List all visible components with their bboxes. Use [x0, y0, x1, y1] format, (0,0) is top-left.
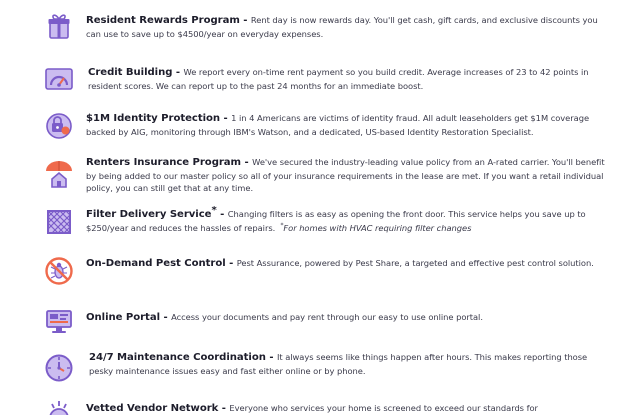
feature-title: 24/7 Maintenance Coordination [89, 352, 266, 363]
feature-title: Vetted Vendor Network [86, 403, 219, 414]
air-filter-icon [43, 206, 75, 238]
feature-separator: - [218, 403, 230, 414]
clock-icon [43, 352, 75, 384]
feature-separator: - [172, 67, 184, 78]
feature-description: 1 in 4 Americans are victims of identity fraud. All adult leaseholders get $1M coverage backed by AIG, monitoring through IBM's Watson, and a dedicated, US-based Identity Restoration Specialist. [86, 113, 590, 137]
feature-description: Access your documents and pay rent through our easy to use online portal. [171, 312, 483, 322]
feature-description: Rent day is now rewards day. You'll get cash, gift cards, and exclusive discounts you can use to save up to $4500/year on everyday expenses. [86, 15, 598, 39]
feature-description: Changing filters is as easy as opening the front door. This service helps you save up to $250/year and reduces the hassles of repairs. [86, 209, 586, 233]
feature-note: For homes with HVAC requiring filter changes [283, 222, 472, 233]
credit-gauge-icon [43, 63, 75, 95]
feature-separator: - [216, 209, 228, 220]
gift-icon [43, 10, 75, 42]
feature-title: Resident Rewards Program [86, 15, 240, 26]
feature-description: Pest Assurance, powered by Pest Share, a targeted and effective pest control solution. [236, 258, 594, 268]
feature-note-mark: * [280, 221, 284, 229]
feature-title: Renters Insurance Program [86, 157, 242, 168]
feature-separator: - [220, 113, 232, 124]
feature-separator: - [265, 352, 277, 363]
feature-title-mark: * [211, 205, 217, 216]
feature-description: It always seems like things happen after hours. This makes reporting those pesky maintenance issues easy and fast either online or by phone. [89, 352, 588, 376]
feature-description: We've secured the industry-leading value policy from an A-rated carrier. You'll benefit by being added to our master policy so all of your insurance requirements in the lease are met. If you want a retail individual policy, you can still get that at any time. [86, 157, 605, 194]
vendor-badge-icon [43, 400, 75, 415]
feature-title: On-Demand Pest Control [86, 258, 226, 269]
umbrella-house-icon [43, 158, 75, 190]
feature-separator: - [225, 258, 237, 269]
feature-description: We report every on-time rent payment so you build credit. Average increases of 23 to 42 points in resident scores. We can report up to the past 24 months for an immediate boost. [88, 67, 589, 91]
feature-title: Credit Building [88, 67, 173, 78]
feature-separator: - [241, 157, 253, 168]
no-pest-icon [43, 255, 75, 287]
feature-description: Everyone who services your home is screened to exceed our standards for [229, 403, 538, 413]
feature-title: Filter Delivery Service [86, 209, 212, 220]
feature-title: $1M Identity Protection [86, 113, 221, 124]
feature-title: Online Portal [86, 312, 160, 323]
monitor-portal-icon [43, 305, 75, 337]
feature-separator: - [239, 15, 251, 26]
identity-lock-icon [43, 110, 75, 142]
feature-separator: - [160, 312, 172, 323]
